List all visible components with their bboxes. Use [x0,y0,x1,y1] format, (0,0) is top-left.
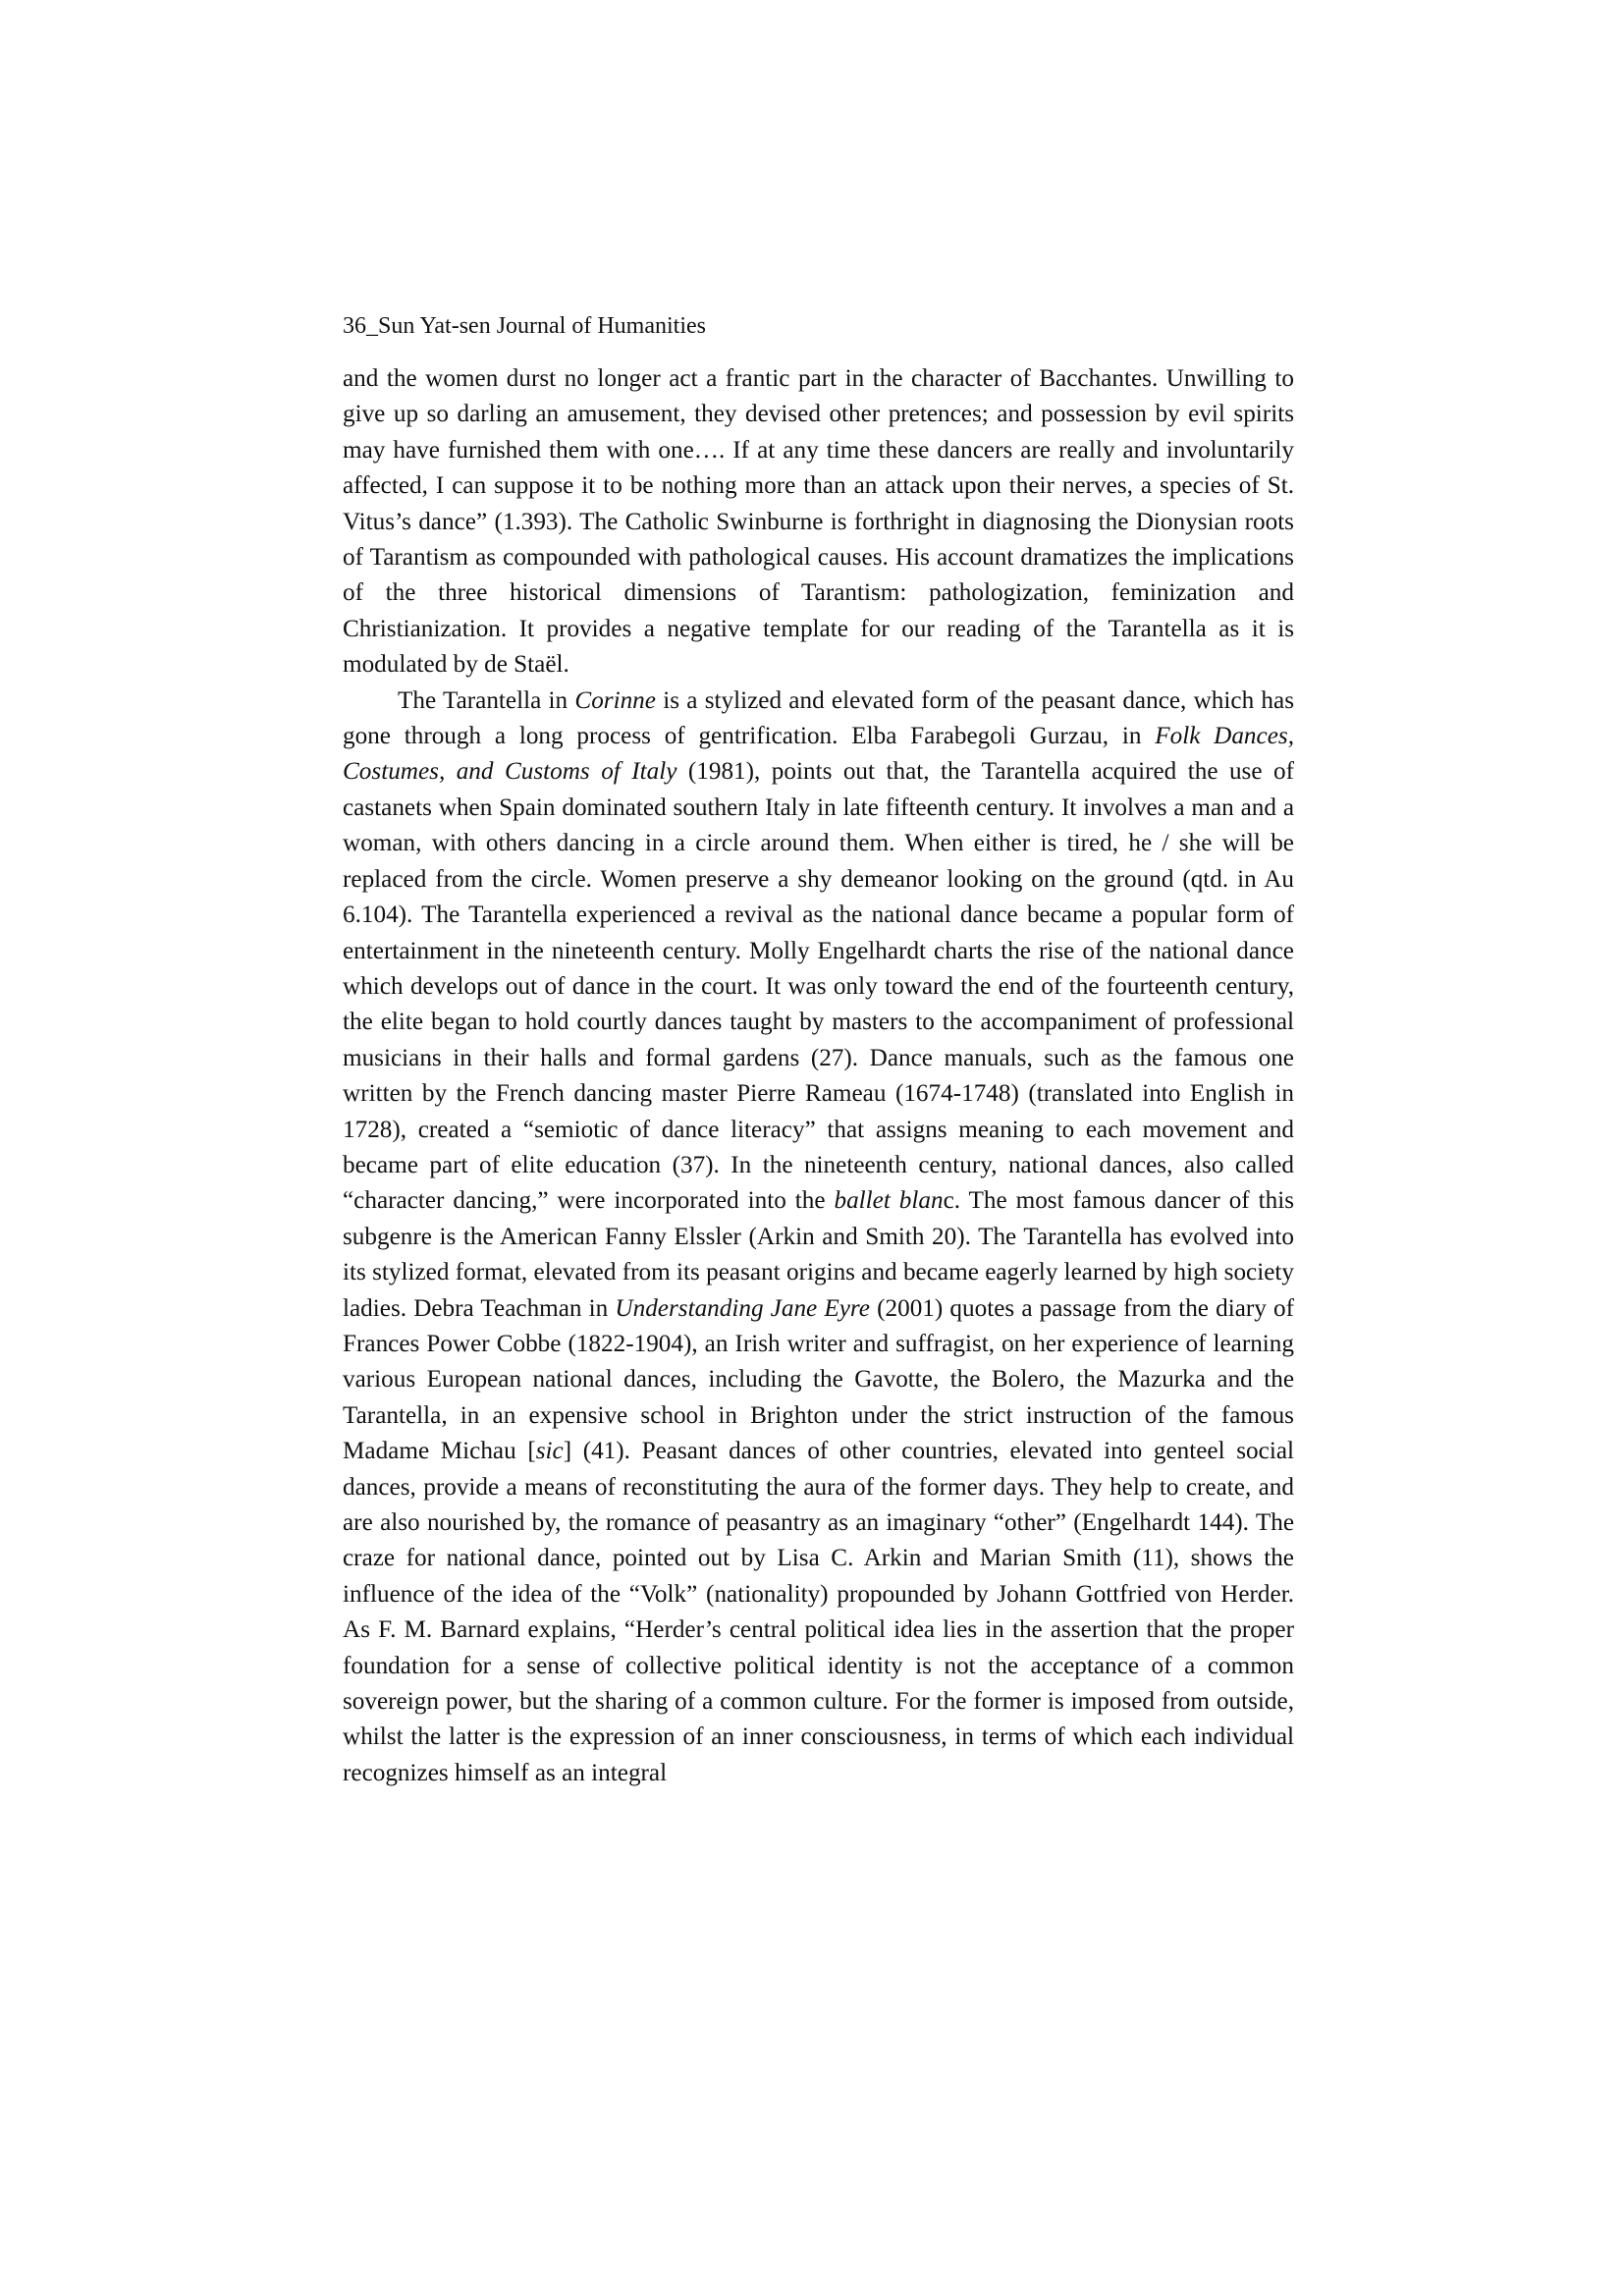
italic-run: sic [535,1438,564,1465]
italic-run: ballet blan [834,1187,944,1215]
text-run: and the women durst no longer act a frantic part in the character of Bacchantes. Unwilling to give up so darling an amusement, they devised other pretences; and possession by evil spirits may have furnished them with one…. If at any time these dancers are really and involuntarily affected, I can suppose it to be nothing more than an attack upon their nerves, a species of St. Vitus’s dance” (1.393). The Catholic Swinburne is forthright in diagnosing the Dionysian roots of Tarantism as compounded with pathological causes. His account dramatizes the implications of the three historical dimensions of Tarantism: pathologization, feminization and Christianization. It provides a negative template for our reading of the Tarantella as it is modulated by de Staël. [343,365,1294,679]
italic-run: Understanding Jane Eyre [615,1294,870,1322]
text-run: (2001) quotes a passage from the diary of Frances Power Cobbe (1822-1904), an Irish writer and suffragist, on her experience of learning various European national dances, including the Gavotte, the Bolero, the Mazurka and the Tarantella, in an expensive school in Brighton under the strict instruction of the famous Madame Michau [ [343,1294,1294,1465]
running-head: 36_Sun Yat-sen Journal of Humanities [343,313,706,339]
text-run: c. The most famous dancer of this subgenre is the American Fanny Elssler (Arkin and Smith 20). The Tarantella has evolved into its stylized format, elevated from its peasant origins and became eagerly learned by high society ladies. Debra Teachman in [343,1187,1295,1322]
text-run: (1981), points out that, the Tarantella acquired the use of castanets when Spain dominated southern Italy in late fifteenth century. It involves a man and a woman, with others dancing in a circle around them. When either is tired, he / she will be replaced from the circle. Women preserve a shy demeanor looking on the ground (qtd. in Au 6.104). The Tarantella experienced a revival as the national dance became a popular form of entertainment in the nineteenth century. Molly Engelhardt charts the rise of the national dance which develops out of dance in the court. It was only toward the end of the fourteenth century, the elite began to hold courtly dances taught by masters to the accompaniment of professional musicians in their halls and formal gardens (27). Dance manuals, such as the famous one written by the French dancing master Pierre Rameau (1674-1748) (translated into English in 1728), created a “semiotic of dance literacy” that assigns meaning to each movement and became part of elite education (37). In the nineteenth century, national dances, also called “character dancing,” were incorporated into the [343,758,1294,1215]
text-run: is a stylized and elevated form of the peasant dance, which has gone through a long process of gentrification. Elba Farabegoli Gurzau, in [343,686,1294,750]
italic-run: Folk Dances, Costumes, and Customs of Italy [343,723,1294,786]
italic-run: Corinne [574,686,656,714]
body-text [343,361,1294,1791]
text-run: The Tarantella in [398,686,575,714]
paragraph [343,683,1294,1792]
text-run: ] (41). Peasant dances of other countries, elevated into genteel social dances, provide a means of reconstituting the aura of the former days. They help to create, and are also nourished by, the romance of peasantry as an imaginary “other” (Engelhardt 144). The craze for national dance, pointed out by Lisa C. Arkin and Marian Smith (11), shows the influence of the idea of the “Volk” (nationality) propounded by Johann Gottfried von Herder. As F. M. Barnard explains, “Herder’s central political idea lies in the assertion that the proper foundation for a sense of collective political identity is not the acceptance of a common sovereign power, but the sharing of a common culture. For the former is imposed from outside, whilst the latter is the expression of an inner consciousness, in terms of which each individual recognizes himself as an integral [343,1438,1294,1786]
paragraph [343,361,1294,683]
